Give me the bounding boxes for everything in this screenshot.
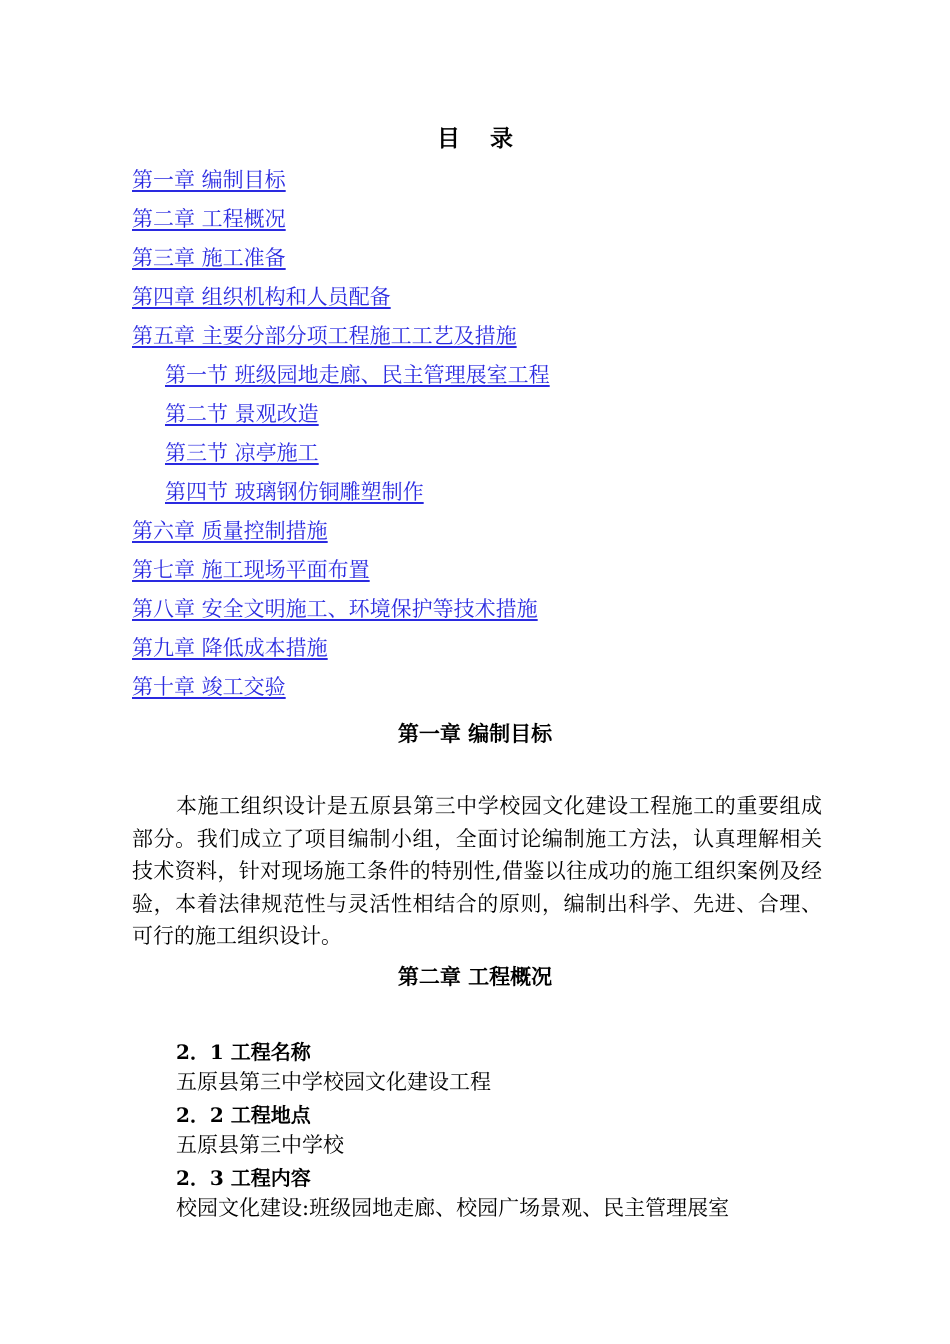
section-2-1-text: 五原县第三中学校园文化建设工程 [176,1070,491,1094]
toc-link-section-5-2[interactable]: 第二节 景观改造 [165,402,319,426]
toc-link-chapter-8[interactable]: 第八章 安全文明施工、环境保护等技术措施 [132,597,538,621]
toc-link-section-5-1[interactable]: 第一节 班级园地走廊、民主管理展室工程 [165,363,550,387]
section-2-3-text: 校园文化建设:班级园地走廊、校园广场景观、民主管理展室 [176,1196,730,1220]
toc-title-right: 录 [490,125,513,152]
toc-link-chapter-3[interactable]: 第三章 施工准备 [132,246,286,270]
toc-title [0,120,950,153]
toc-link-chapter-9[interactable]: 第九章 降低成本措施 [132,636,328,660]
toc-link-section-5-4[interactable]: 第四节 玻璃钢仿铜雕塑制作 [165,480,424,504]
toc-title-left: 目 [437,125,460,152]
section-2-2-heading: 2．2 工程地点 [176,1103,311,1127]
toc-link-chapter-7[interactable]: 第七章 施工现场平面布置 [132,558,370,582]
section-2-2-text: 五原县第三中学校 [176,1133,344,1157]
toc-link-chapter-4[interactable]: 第四章 组织机构和人员配备 [132,285,391,309]
toc-link-chapter-1[interactable]: 第一章 编制目标 [132,168,286,192]
toc-link-chapter-6[interactable]: 第六章 质量控制措施 [132,519,328,543]
section-2-3-heading: 2．3 工程内容 [176,1166,311,1190]
toc-link-section-5-3[interactable]: 第三节 凉亭施工 [165,441,319,465]
toc-link-chapter-2[interactable]: 第二章 工程概况 [132,207,286,231]
chapter-1-paragraph: 本施工组织设计是五原县第三中学校园文化建设工程施工的重要组成部分。我们成立了项目编制小组，全面讨论编制施工方法，认真理解相关技术资料，针对现场施工条件的特别性,借鉴以往成功的施工组织案例及经验，本着法律规范性与灵活性相结合的原则，编制出科学、先进、合理、可行的施工组织设计。 [132,794,822,948]
toc-link-chapter-5[interactable]: 第五章 主要分部分项工程施工工艺及措施 [132,324,517,348]
toc-link-chapter-10[interactable]: 第十章 竣工交验 [132,675,286,699]
section-2-1-heading: 2．1 工程名称 [176,1040,311,1064]
chapter-1-heading: 第一章 编制目标 [397,721,553,746]
chapter-2-heading: 第二章 工程概况 [397,964,553,989]
